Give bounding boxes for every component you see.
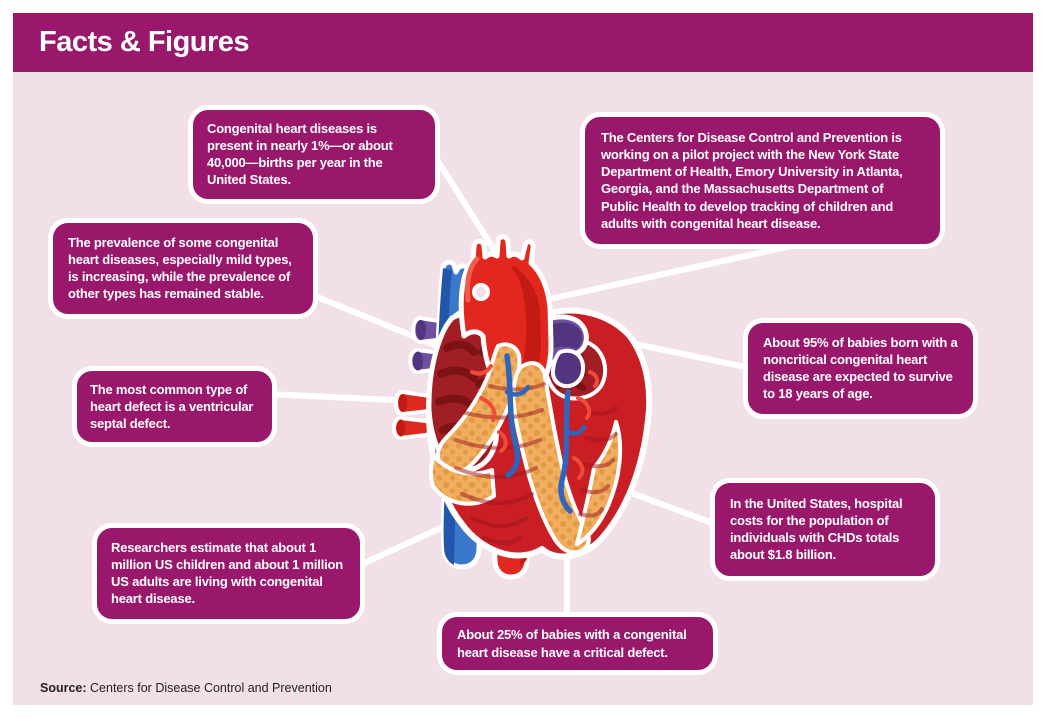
page-title: Facts & Figures [39,26,250,58]
fact-text: The most common type of heart defect is a ventricular septal defect. [90,382,254,432]
fact-box-hospital-costs [710,478,940,581]
fact-text: The prevalence of some congenital heart diseases, especially mild types, is increasing, while the prevalence of other types has remained stable. [68,235,292,302]
source-text: Centers for Disease Control and Prevention [86,681,332,695]
connector-line [545,243,805,300]
fact-text: About 95% of babies born with a noncritical congenital heart disease are expected to survive to 18 years of age. [763,335,958,402]
fact-box-common-defect [72,366,277,447]
source-line [40,681,332,695]
header-bar [13,13,1033,72]
fact-text: The Centers for Disease Control and Prevention is working on a pilot project with the New York State Department of Health, Emory University in Atlanta, Georgia, and the Massachusetts Department of Public Health to develop tracking of children and adults with congenital heart disease. [601,130,903,231]
fact-box-living-estimate [92,523,365,624]
fact-text: Researchers estimate that about 1 million US children and about 1 million US adults are living with congenital heart disease. [111,540,343,607]
fact-box-prevalence-births [188,105,440,204]
fact-text: About 25% of babies with a congenital heart disease have a critical defect. [457,627,687,660]
fact-box-critical-defect [437,612,718,675]
fact-text: Congenital heart diseases is present in nearly 1%—or about 40,000—births per year in the United States. [207,121,393,188]
fact-text: In the United States, hospital costs for the population of individuals with CHDs totals about $1.8 billion. [730,496,903,563]
fact-box-survival-rate [743,318,978,419]
fact-box-cdc-pilot-project [580,112,945,249]
source-label: Source: [40,681,87,695]
fact-box-prevalence-trend [48,218,318,319]
